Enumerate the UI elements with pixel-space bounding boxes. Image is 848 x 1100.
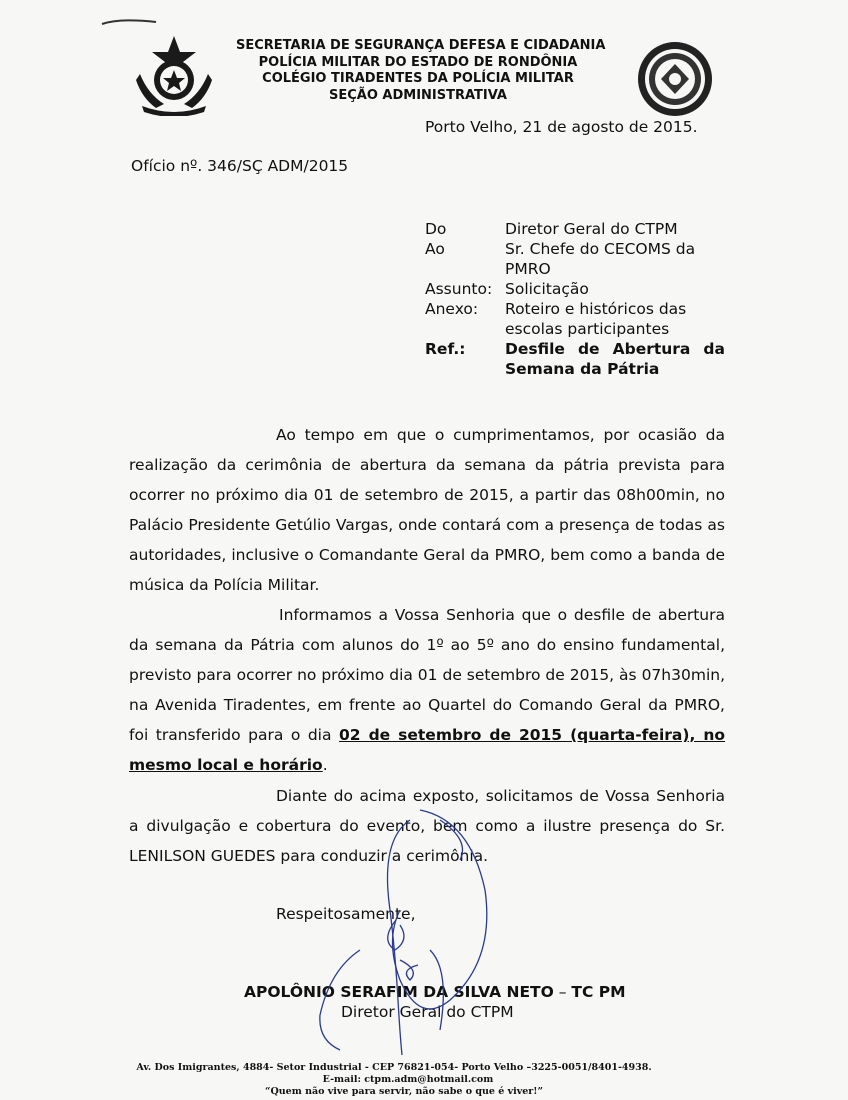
assunto-value: Solicitação <box>505 280 589 298</box>
address-row-ref-cont <box>425 359 725 379</box>
address-row-assunto <box>425 279 725 299</box>
assunto-label: Assunto: <box>425 280 493 298</box>
oficio-number: Ofício nº. 346/SÇ ADM/2015 <box>131 157 349 175</box>
closing-salutation: Respeitosamente, <box>276 905 416 923</box>
state-coat-of-arms-icon <box>134 34 214 116</box>
signer-name: APOLÔNIO SERAFIM DA SILVA NETO <box>244 983 554 1001</box>
header-line-secao: SEÇÃO ADMINISTRATIVA <box>328 87 507 103</box>
anexo-value: Roteiro e históricos das escolas participantes <box>505 300 687 338</box>
document-date: Porto Velho, 21 de agosto de 2015. <box>425 118 698 136</box>
letterhead <box>236 38 606 104</box>
signer-role: Diretor Geral do CTPM <box>341 1003 514 1021</box>
footer-email: E-mail: ctpm.adm@hotmail.com <box>322 1074 494 1085</box>
ref-value-line1: Desfile de Abertura da <box>505 340 725 358</box>
signer-rank: TC PM <box>571 983 626 1001</box>
p2-text-end: . <box>322 756 328 774</box>
address-block <box>425 219 725 379</box>
paragraph-greeting: Ao tempo em que o cumprimentamos, por ocasião da realização da cerimônia de abertura da semana da pátria prevista para ocorrer no próximo dia 01 de setembro de 2015, a partir das 08h00min, no Palácio Presidente Getúlio Vargas, onde contará com a presença de todas as autoridades, inclusive o Comandante Geral da PMRO, bem como a banda de música da Polícia Militar. <box>129 426 725 594</box>
do-value: Diretor Geral do CTPM <box>505 220 678 238</box>
do-label: Do <box>425 220 447 238</box>
signer-separator: – <box>553 983 572 1001</box>
college-seal-icon <box>636 40 714 118</box>
address-row-anexo <box>425 299 725 339</box>
p2-emphasis-new-date: 02 de setembro de 2015 (quarta-feira), no mesmo local e horário <box>129 726 726 774</box>
ao-label: Ao <box>425 240 445 258</box>
paragraph-transfer-notice <box>129 600 725 780</box>
paragraph-request: Diante do acima exposto, solicitamos de Vossa Senhoria a divulgação e cobertura do evento, bem como a ilustre presença do Sr. LENILSON GUEDES para conduzir a cerimônia. <box>129 787 725 865</box>
footer-address: Av. Dos Imigrantes, 4884- Setor Industrial - CEP 76821-054- Porto Velho –3225-0051/8401-4938. <box>136 1062 652 1073</box>
address-row-do <box>425 219 725 239</box>
address-row-ref <box>425 339 725 359</box>
handwritten-signature-icon <box>300 800 520 1060</box>
address-row-ao <box>425 239 725 279</box>
header-line-policia: POLÍCIA MILITAR DO ESTADO DE RONDÔNIA <box>258 54 578 70</box>
ref-label: Ref.: <box>425 340 466 358</box>
header-line-secretaria: SECRETARIA DE SEGURANÇA DEFESA E CIDADANIA <box>236 38 606 53</box>
header-line-colegio: COLÉGIO TIRADENTES DA POLÍCIA MILITAR <box>262 71 574 86</box>
anexo-label: Anexo: <box>425 300 479 318</box>
footer-motto: “Quem não vive para servir, não sabe o que é viver!” <box>265 1086 543 1097</box>
ao-value: Sr. Chefe do CECOMS da PMRO <box>505 240 696 278</box>
pen-stroke-mark <box>100 14 160 28</box>
p2-text-start: Informamos a Vossa Senhoria que o desfile de abertura da semana da Pátria com alunos do 1º ao 5º ano do ensino fundamental, previsto para ocorrer no próximo dia 01 de setembro de 2015, às 07h30min, na Avenida Tiradentes, em frente ao Quartel do Comando Geral da PMRO, foi transferido para o dia <box>129 606 725 744</box>
ref-value-line2: Semana da Pátria <box>505 360 660 378</box>
